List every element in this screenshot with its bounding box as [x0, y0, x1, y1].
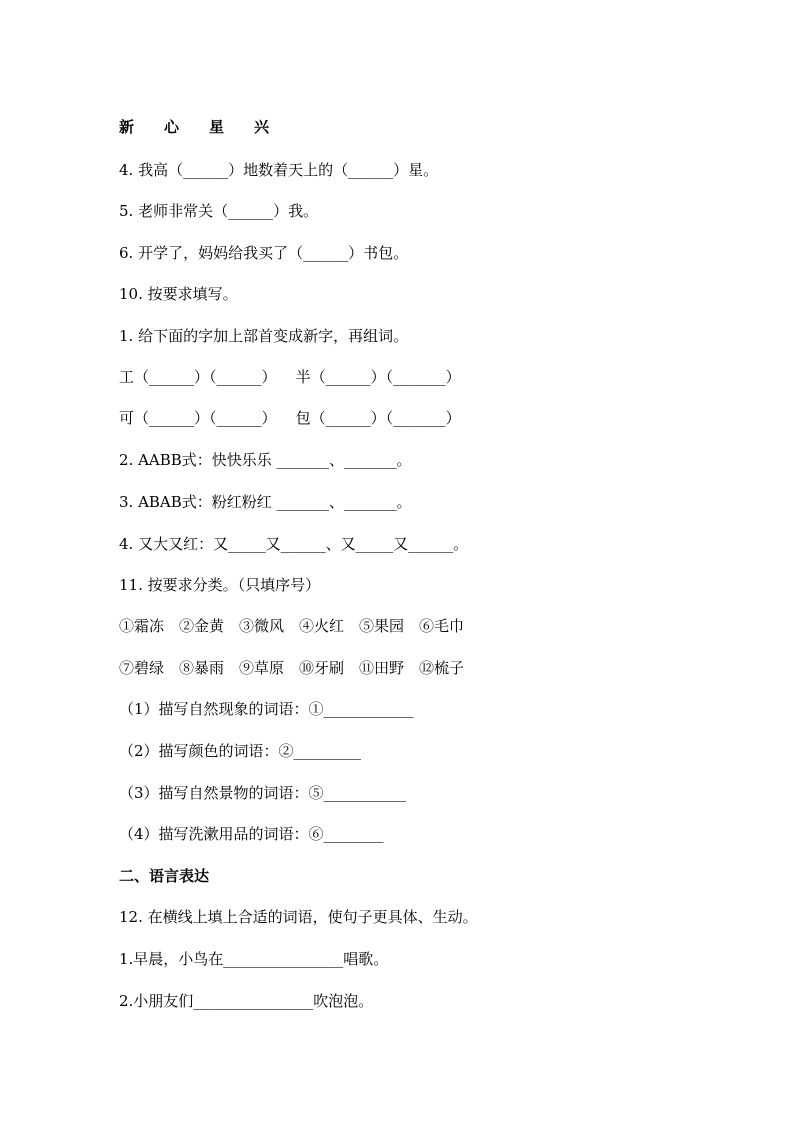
radical-row-1: 工（______）（______） 半（______）（_______） [119, 368, 461, 386]
category-2: （2）描写颜色的词语：②_________ [119, 742, 362, 760]
radical-row-2: 可（______）（______） 包（______）（_______） [119, 409, 461, 427]
section-11-title: 11. 按要求分类。（只填序号） [119, 576, 321, 594]
question-6: 6. 开学了，妈妈给我买了（______）书包。 [119, 244, 409, 262]
category-3: （3）描写自然景物的词语：⑤___________ [119, 784, 407, 802]
section-heading-language: 二、语言表达 [119, 867, 210, 885]
sentence-2: 2.小朋友们________________吹泡泡。 [119, 992, 374, 1010]
category-4: （4）描写洗漱用品的词语：⑥________ [119, 825, 384, 843]
you-da-you-hong-row: 4. 又大又红：又_____又______、又_____又______。 [119, 535, 469, 553]
aabb-row: 2. AABB式：快快乐乐 _______、_______。 [119, 451, 412, 469]
word-list-1: ①霜冻 ②金黄 ③微风 ④火红 ⑤果园 ⑥毛巾 [119, 617, 465, 635]
abab-row: 3. ABAB式：粉红粉红 _______、_______。 [119, 493, 412, 511]
question-4: 4. 我高（______）地数着天上的（______）星。 [119, 161, 439, 179]
word-list-2: ⑦碧绿 ⑧暴雨 ⑨草原 ⑩牙刷 ⑪田野 ⑫梳子 [119, 659, 465, 677]
question-5: 5. 老师非常关（______）我。 [119, 202, 319, 220]
char-list: 新 心 星 兴 [119, 118, 270, 136]
category-1: （1）描写自然现象的词语：①____________ [119, 700, 414, 718]
instruction-1: 1. 给下面的字加上部首变成新字，再组词。 [119, 327, 409, 345]
section-10-title: 10. 按要求填写。 [119, 285, 238, 303]
section-12-title: 12. 在横线上填上合适的词语，使句子更具体、生动。 [119, 908, 478, 926]
sentence-1: 1.早晨，小鸟在________________唱歌。 [119, 950, 389, 968]
